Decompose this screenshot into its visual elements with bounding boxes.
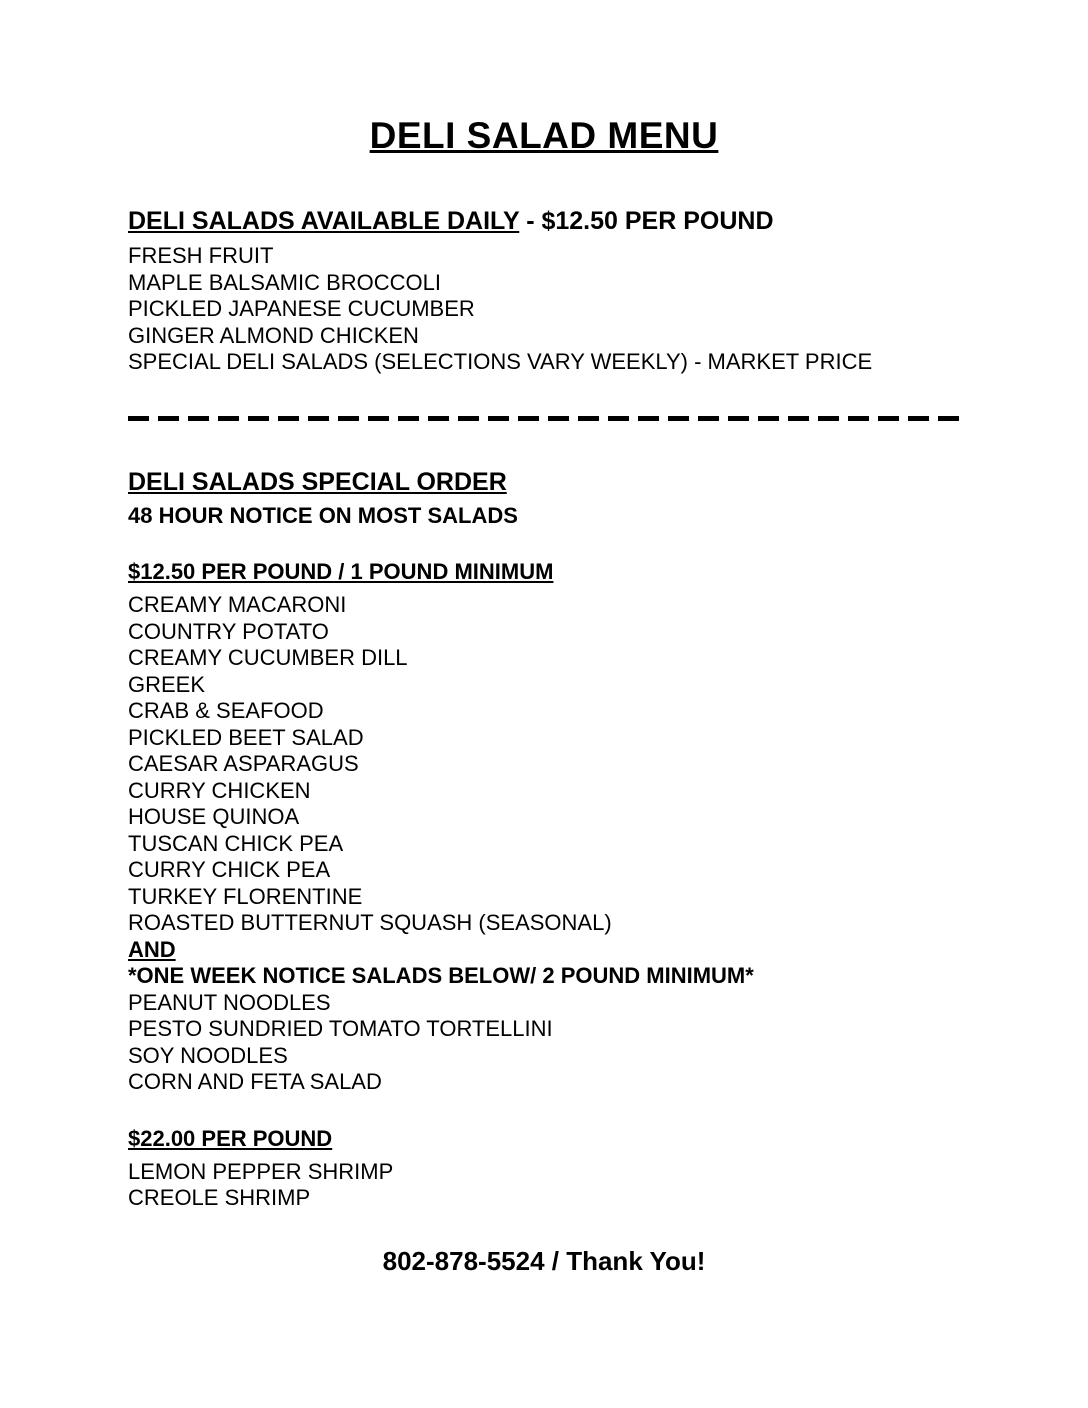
price-group-2-items-list (128, 1159, 960, 1212)
daily-heading-underlined-text: DELI SALADS AVAILABLE DAILY (128, 207, 520, 235)
footer-phone-line: 802-878-5524 / Thank You! (382, 1245, 706, 1276)
menu-item: CORN AND FETA SALAD (128, 1069, 382, 1094)
price-group-2-heading: $22.00 PER POUND (128, 1125, 333, 1151)
week-notice-line: *ONE WEEK NOTICE SALADS BELOW/ 2 POUND MINIMUM* (128, 963, 754, 988)
menu-item: GREEK (128, 671, 206, 697)
menu-item: CRAB & SEAFOOD (128, 698, 324, 723)
menu-item: ROASTED BUTTERNUT SQUASH (SEASONAL) (128, 910, 612, 935)
menu-item: LEMON PEPPER SHRIMP (128, 1158, 394, 1184)
menu-item: FRESH FRUIT (128, 243, 274, 268)
section-heading-daily (128, 206, 960, 237)
section-heading-special-order (128, 467, 960, 498)
menu-item: CREAMY CUCUMBER DILL (128, 645, 408, 670)
menu-item: SPECIAL DELI SALADS (SELECTIONS VARY WEEKLY) - MARKET PRICE (128, 349, 873, 374)
menu-item: SOY NOODLES (128, 1042, 288, 1068)
menu-item: TUSCAN CHICK PEA (128, 830, 344, 856)
menu-item: PEANUT NOODLES (128, 989, 331, 1015)
menu-item: CURRY CHICKEN (128, 777, 311, 803)
menu-item: PICKLED BEET SALAD (128, 724, 364, 750)
menu-item: GINGER ALMOND CHICKEN (128, 322, 419, 348)
page-title: DELI SALAD MENU (369, 115, 719, 156)
price-group-1-heading: $12.50 PER POUND / 1 POUND MINIMUM (128, 559, 554, 584)
menu-item: CREAMY MACARONI (128, 592, 347, 617)
menu-item: MAPLE BALSAMIC BROCCOLI (128, 269, 441, 295)
daily-items-list (128, 243, 960, 376)
special-order-heading-text: DELI SALADS SPECIAL ORDER (128, 467, 507, 496)
dashed-divider (128, 416, 960, 421)
menu-item: COUNTRY POTATO (128, 618, 329, 644)
menu-item: PESTO SUNDRIED TOMATO TORTELLINI (128, 1016, 553, 1041)
price-group-1-items-list (128, 592, 960, 1096)
menu-item: CREOLE SHRIMP (128, 1185, 311, 1210)
notice-line: 48 HOUR NOTICE ON MOST SALADS (128, 502, 518, 528)
menu-item: CAESAR ASPARAGUS (128, 751, 359, 776)
menu-item: PICKLED JAPANESE CUCUMBER (128, 296, 475, 321)
menu-item: HOUSE QUINOA (128, 804, 300, 829)
and-label: AND (128, 936, 176, 962)
daily-heading-price-text: - $12.50 PER POUND (519, 207, 774, 235)
menu-item: CURRY CHICK PEA (128, 857, 331, 882)
menu-item: TURKEY FLORENTINE (128, 883, 363, 909)
